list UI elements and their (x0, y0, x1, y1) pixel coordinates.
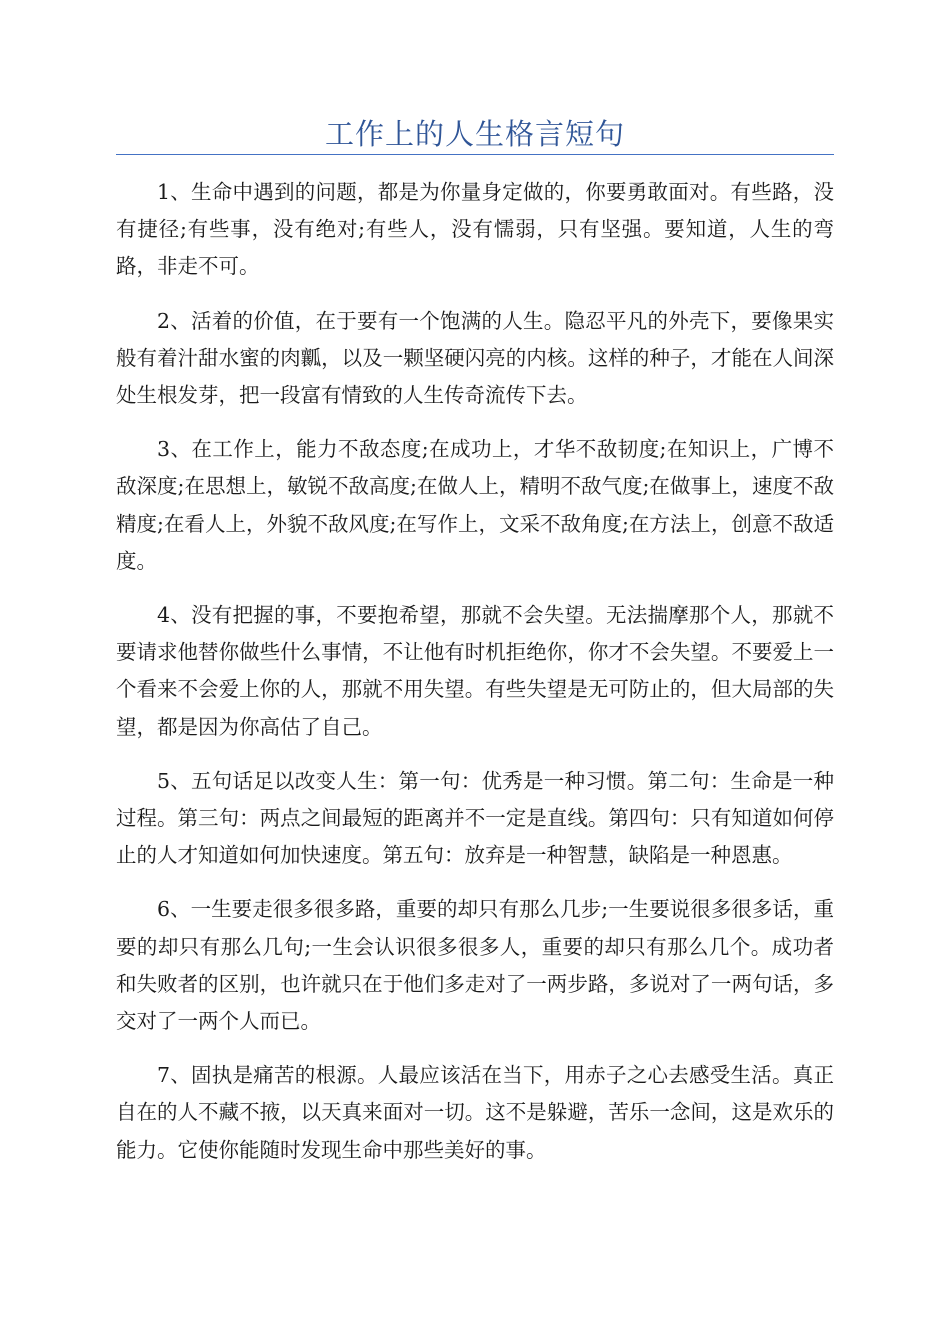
paragraph-4: 4、没有把握的事，不要抱希望，那就不会失望。无法揣摩那个人，那就不要请求他替你做些什么事情，不让他有时机拒绝你，你才不会失望。不要爱上一个看来不会爱上你的人，那就不用失望。有些失望是无可防止的，但大局部的失望，都是因为你高估了自己。 (116, 603, 834, 739)
paragraph-2: 2、活着的价值，在于要有一个饱满的人生。隐忍平凡的外壳下，要像果实般有着汁甜水蜜的肉瓤，以及一颗坚硬闪亮的内核。这样的种子，才能在人间深处生根发芽，把一段富有情致的人生传奇流传下去。 (116, 308, 834, 408)
paragraph-7: 7、固执是痛苦的根源。人最应该活在当下，用赤子之心去感受生活。真正自在的人不藏不掖，以天真来面对一切。这不是躲避，苦乐一念间，这是欢乐的能力。它使你能随时发现生命中那些美好的事。 (116, 1063, 834, 1162)
paragraph-5: 5、五句话足以改变人生：第一句：优秀是一种习惯。第二句：生命是一种过程。第三句：两点之间最短的距离并不一定是直线。第四句：只有知道如何停止的人才知道如何加快速度。第五句：放弃是一种智慧，缺陷是一种恩惠。 (116, 768, 834, 868)
paragraph-1: 1、生命中遇到的问题，都是为你量身定做的，你要勇敢面对。有些路，没有捷径;有些事，没有绝对;有些人，没有懦弱，只有坚强。要知道，人生的弯路，非走不可。 (116, 180, 834, 279)
title-underline (116, 154, 834, 155)
document-title: 工作上的人生格言短句 (324, 117, 625, 151)
document-body (116, 174, 834, 1186)
paragraph-6: 6、一生要走很多很多路，重要的却只有那么几步;一生要说很多很多话，重要的却只有那么几句;一生会认识很多很多人，重要的却只有那么几个。成功者和失败者的区别，也许就只在于他们多走对了一两步路，多说对了一两句话，多交对了一两个人而已。 (116, 897, 834, 1034)
paragraph-3: 3、在工作上，能力不敌态度;在成功上，才华不敌韧度;在知识上，广博不敌深度;在思想上，敏锐不敌高度;在做人上，精明不敌气度;在做事上，速度不敌精度;在看人上，外貌不敌风度;在写作上，文采不敌角度;在方法上，创意不敌适度。 (116, 437, 834, 573)
